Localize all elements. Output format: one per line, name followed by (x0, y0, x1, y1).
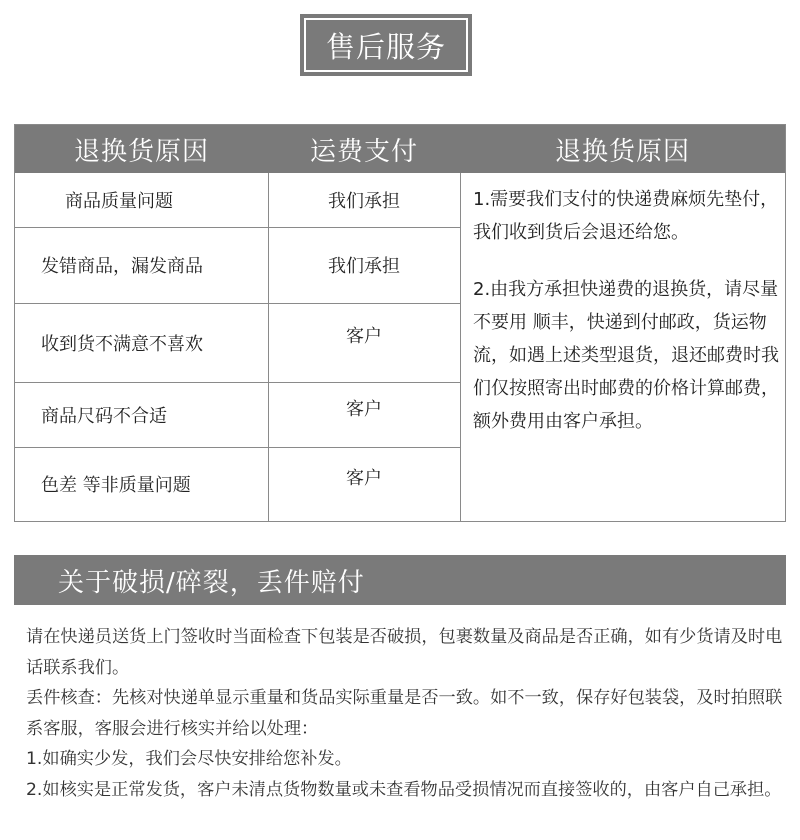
table-header (15, 125, 785, 173)
paragraph-resend: 1.如确实少发，我们会尽快安排给您补发。 (26, 749, 352, 769)
page-title: 售后服务 (304, 18, 468, 72)
header-return-reason: 退换货原因 (73, 136, 209, 167)
table-row-reason: 收到货不满意不喜欢 (41, 333, 203, 355)
table-row-payer: 客户 (346, 325, 382, 347)
paragraph-lost-check: 丢件核查：先核对快递单显示重量和货品实际重量是否一致。如不一致，保存好包装袋，及时拍照联系客服，客服会进行核实并给以处理： (26, 688, 783, 739)
table-row-reason: 商品质量问题 (65, 191, 173, 212)
table-row-payer: 我们承担 (328, 191, 400, 212)
damage-section-title: 关于破损/碎裂，丢件赔付 (14, 555, 786, 605)
header-shipping-payment: 运费支付 (309, 136, 418, 167)
damage-section-body (26, 622, 792, 805)
return-note-2: 2.由我方承担快递费的退换货，请尽量不要用 顺丰，快递到付邮政，货运物流，如遇上述类型退货，退还邮费时我们仅按照寄出时邮费的价格计算邮费，额外费用由客户承担。 (473, 279, 779, 432)
return-notes (473, 183, 783, 438)
table-row-payer: 客户 (346, 468, 382, 489)
return-policy-table (14, 124, 786, 522)
paragraph-inspection: 请在快递员送货上门签收时当面检查下包装是否破损，包裹数量及商品是否正确，如有少货请及时电话联系我们。 (26, 627, 783, 678)
paragraph-customer-liability: 2.如核实是正常发货，客户未清点货物数量或未查看物品受损情况而直接签收的，由客户自己承担。 (26, 779, 782, 800)
return-note-1: 1.需要我们支付的快递费麻烦先垫付，我们收到货后会退还给您。 (473, 189, 779, 243)
page-title-box (300, 14, 472, 76)
table-row-payer: 客户 (346, 398, 382, 420)
column-divider (460, 173, 461, 521)
table-row-reason: 发错商品，漏发商品 (41, 256, 203, 277)
table-row-reason: 商品尺码不合适 (41, 405, 167, 427)
table-row-payer: 我们承担 (328, 256, 400, 277)
header-return-notes: 退换货原因 (554, 136, 690, 167)
table-row-reason: 色差 等非质量问题 (41, 475, 191, 496)
